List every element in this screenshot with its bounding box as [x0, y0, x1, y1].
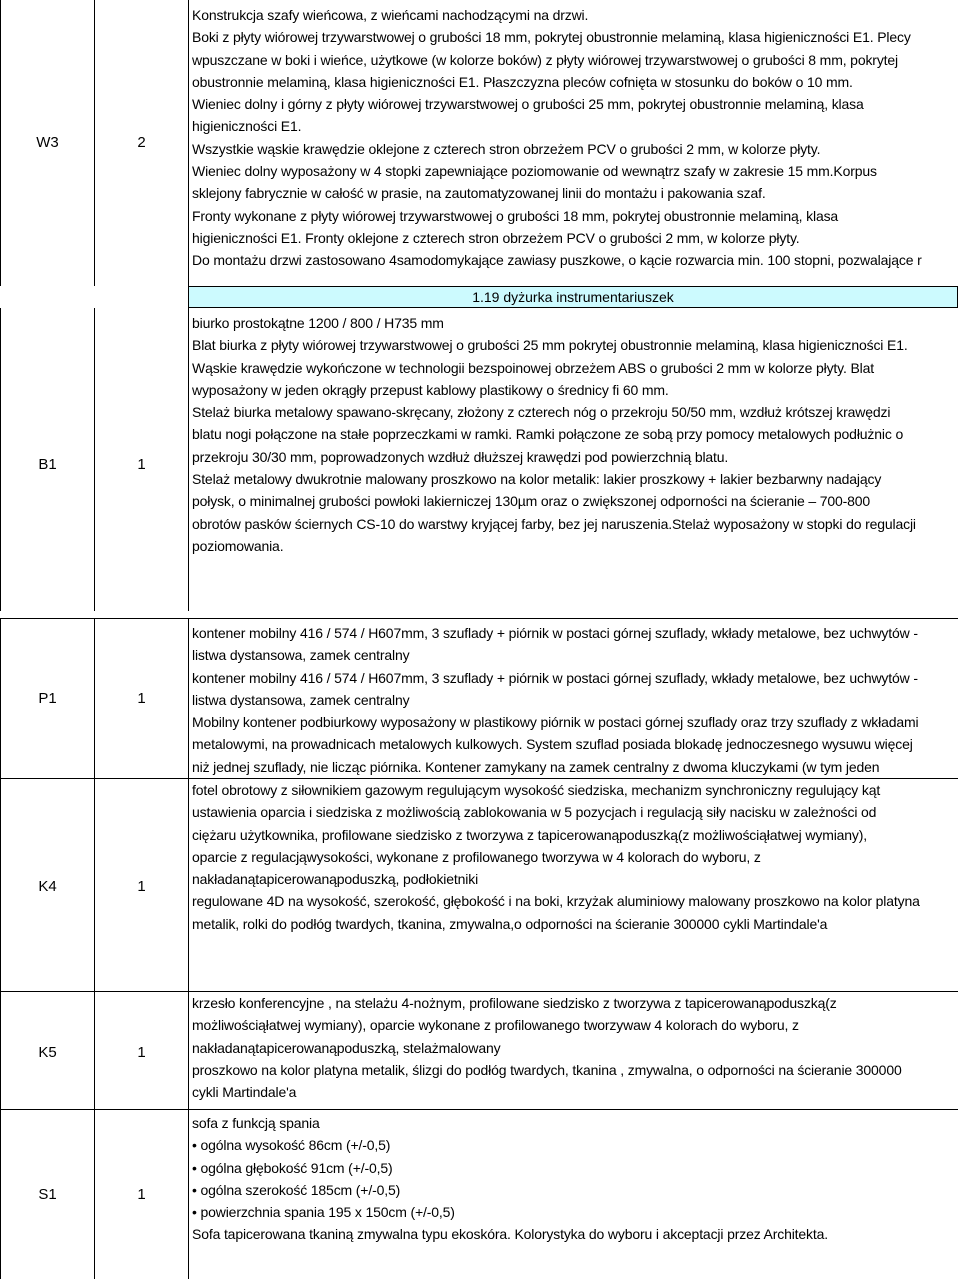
description-line: sklejony fabrycznie w całość w prasie, na zautomatyzowanej linii do montażu i pakowania szaf.: [192, 185, 766, 202]
description-line: Do montażu drzwi zastosowano 4samodomykające zawiasy puszkowe, o kącie rozwarcia min. 100 stopni, pozwalające r: [192, 252, 922, 269]
description-line: Blat biurka z płyty wiórowej trzywarstwowej o grubości 25 mm pokrytej obustronnie melaminą, klasa higieniczności E1.: [192, 337, 908, 354]
item-code: P1: [38, 690, 57, 707]
table-row-w3: [0, 0, 958, 286]
description-line: ciężaru użytkownika, profilowane siedzisko z tworzywa z tapicerowanąpoduszką(z możliwościąłatwej wymiany),: [192, 826, 868, 843]
description-line: proszkowo na kolor platyna metalik, ślizgi do podłóg twardych, tkanina , zmywalna, o odporności na ścieranie 300000: [192, 1061, 902, 1078]
item-code: S1: [38, 1186, 57, 1203]
description-line: obustronnie melaminą, klasa higieniczności E1. Płaszczyzna pleców cofnięta w stosunku do boków o 10 mm.: [192, 73, 853, 90]
item-quantity: 2: [137, 134, 146, 151]
item-description: [192, 4, 958, 272]
description-line: • ogólna szerokość 185cm (+/-0,5): [192, 1181, 401, 1198]
column-divider: [188, 992, 189, 1109]
item-code: W3: [36, 134, 59, 151]
description-line: higieniczności E1. Fronty oklejone z czterech stron obrzeżem PCV o grubości 2 mm, w kolorze płyty.: [192, 229, 800, 246]
description-line: cykli Martindale'a: [192, 1084, 297, 1101]
description-line: połysk, o minimalnej grubości powłoki lakierniczej 130µm oraz o zwiększonej odporności na ścieranie – 700-800: [192, 493, 871, 510]
column-divider: [188, 779, 189, 991]
description-line: Wieniec dolny i górny z płyty wiórowej trzywarstwowej o grubości 25 mm, pokrytej obustronnie melaminą, klasa: [192, 96, 864, 113]
table-row-k4: [0, 778, 958, 991]
table-row-s1: [0, 1109, 958, 1279]
description-line: sofa z funkcją spania: [192, 1115, 320, 1131]
description-line: regulowane 4D na wysokość, szerokość, głębokość i na boki, krzyżak aluminiowy malowany proszkowo na kolor platyna: [192, 893, 920, 910]
description-line: • ogólna wysokość 86cm (+/-0,5): [192, 1137, 391, 1154]
description-line: nakładanątapicerowanąpoduszką, podłokietniki: [192, 871, 479, 888]
description-line: listwa dystansowa, zamek centralny: [192, 691, 410, 708]
column-divider: [188, 0, 189, 286]
description-line: Wszystkie wąskie krawędzie oklejone z czterech stron obrzeżem PCV o grubości 2 mm, w kolorze płyty.: [192, 140, 821, 157]
table-row-k5: [0, 991, 958, 1109]
item-description: [192, 779, 958, 935]
description-line: poziomowania.: [192, 537, 284, 554]
description-line: ustawienia oparcia i siedziska z możliwością zablokowania w 5 pozycjach i regulacją siły nacisku w zależności od: [192, 804, 877, 821]
description-line: wpuszczane w boki i wieńce, użytkowe (w kolorze boków) z płyty wiórowej trzywarstwowej o grubości 8 mm, pokrytej: [192, 51, 899, 68]
description-line: możliwościąłatwej wymiany), oparcie wykonane z profilowanego tworzywaw 4 kolorach do wyboru, z: [192, 1017, 799, 1034]
description-line: niż jednej szuflady, nie licząc piórnika. Kontener zamykany na zamek centralny z dwoma kluczykami (w tym jeden: [192, 758, 880, 775]
description-line: • powierzchnia spania 195 x 150cm (+/-0,5): [192, 1204, 455, 1221]
column-divider: [188, 1110, 189, 1279]
section-header: 1.19 dyżurka instrumentariuszek: [188, 286, 958, 308]
item-description: [192, 622, 958, 778]
item-description: [192, 992, 958, 1103]
description-line: kontener mobilny 416 / 574 / H607mm, 3 szuflady + piórnik w postaci górnej szuflady, wkłady metalowe, bez uchwytów -: [192, 669, 918, 686]
description-line: • ogólna głębokość 91cm (+/-0,5): [192, 1159, 393, 1176]
description-line: Stelaż biurka metalowy spawano-skręcany, złożony z czterech nóg o przekroju 50/50 mm, wzdłuż krótszej krawędzi: [192, 404, 891, 421]
item-code: K5: [38, 1044, 57, 1061]
description-line: Wąskie krawędzie wykończone w technologii bezspoinowej obrzeżem ABS o grubości 2 mm w kolorze płyty. Blat: [192, 359, 874, 376]
description-line: Konstrukcja szafy wieńcowa, z wieńcami nachodzącymi na drzwi.: [192, 7, 589, 23]
item-description: [192, 312, 958, 557]
description-line: oparcie z regulacjąwysokości, wykonane z profilowanego tworzywa w 4 kolorach do wyboru, z: [192, 848, 761, 865]
item-quantity: 1: [137, 456, 146, 473]
description-line: Sofa tapicerowana tkaniną zmywalna typu ekoskóra. Kolorystyka do wyboru i akceptacji przez Architekta.: [192, 1226, 829, 1243]
item-description: [192, 1112, 958, 1246]
table-row-p1: [0, 618, 958, 778]
description-line: Boki z płyty wiórowej trzywarstwowej o grubości 18 mm, pokrytej obustronnie melaminą, klasa higieniczności E1. Plecy: [192, 29, 911, 46]
description-line: listwa dystansowa, zamek centralny: [192, 647, 410, 664]
description-line: obrotów pasków ściernych CS-10 do warstwy kryjącej farby, bez jej naruszenia.Stelaż wyposażony w stopki do regulacji: [192, 515, 916, 532]
description-line: Fronty wykonane z płyty wiórowej trzywarstwowej o grubości 18 mm, pokrytej obustronnie melaminą, klasa: [192, 207, 839, 224]
description-line: metalowymi, na prowadnicach metalowych kulkowych. System szuflad posiada blokadę jednoczesnego wysuwu więcej: [192, 736, 913, 753]
description-line: Wieniec dolny wyposażony w 4 stopki zapewniające poziomowanie od wewnątrz szafy w zakresie 15 mm.Korpus: [192, 163, 877, 180]
description-line: wyposażony w jeden okrągły przepust kablowy plastikowy o średnicy fi 60 mm.: [192, 381, 669, 398]
item-quantity: 1: [137, 1044, 146, 1061]
description-line: fotel obrotowy z siłownikiem gazowym regulującym wysokość siedziska, mechanizm synchroniczny regulujący kąt: [192, 782, 881, 798]
description-line: przekroju 30/30 mm, poprowadzonych wzdłuż dłuższej krawędzi pod powierzchnią blatu.: [192, 448, 729, 465]
item-code: B1: [38, 456, 57, 473]
description-line: nakładanątapicerowanąpoduszką, stelażmalowany: [192, 1039, 501, 1056]
description-line: krzesło konferencyjne , na stelażu 4-nożnym, profilowane siedzisko z tworzywa z tapicerowanąpoduszką(z: [192, 995, 837, 1011]
column-divider: [188, 308, 189, 611]
item-quantity: 1: [137, 690, 146, 707]
description-line: metalik, rolki do podłóg twardych, tkanina, zmywalna,o odporności na ścieranie 300000 cykli Martindale'a: [192, 915, 828, 932]
description-line: kontener mobilny 416 / 574 / H607mm, 3 szuflady + piórnik w postaci górnej szuflady, wkłady metalowe, bez uchwytów -: [192, 625, 918, 641]
item-quantity: 1: [137, 1186, 146, 1203]
item-code: K4: [38, 878, 57, 895]
description-line: Stelaż metalowy dwukrotnie malowany proszkowo na kolor metalik: lakier proszkowy + lakier bezbarwny nadający: [192, 471, 882, 488]
description-line: Mobilny kontener podbiurkowy wyposażony w plastikowy piórnik w postaci górnej szuflady oraz trzy szuflady z wkładami: [192, 714, 919, 731]
description-line: biurko prostokątne 1200 / 800 / H735 mm: [192, 315, 444, 331]
item-quantity: 1: [137, 878, 146, 895]
column-divider: [188, 619, 189, 778]
description-line: blatu nogi połączone na stałe poprzeczkami w ramki. Ramki połączone ze sobą przy pomocy metalowych podłużnic o: [192, 426, 904, 443]
description-line: higieniczności E1.: [192, 118, 302, 135]
table-row-b1: [0, 308, 958, 611]
